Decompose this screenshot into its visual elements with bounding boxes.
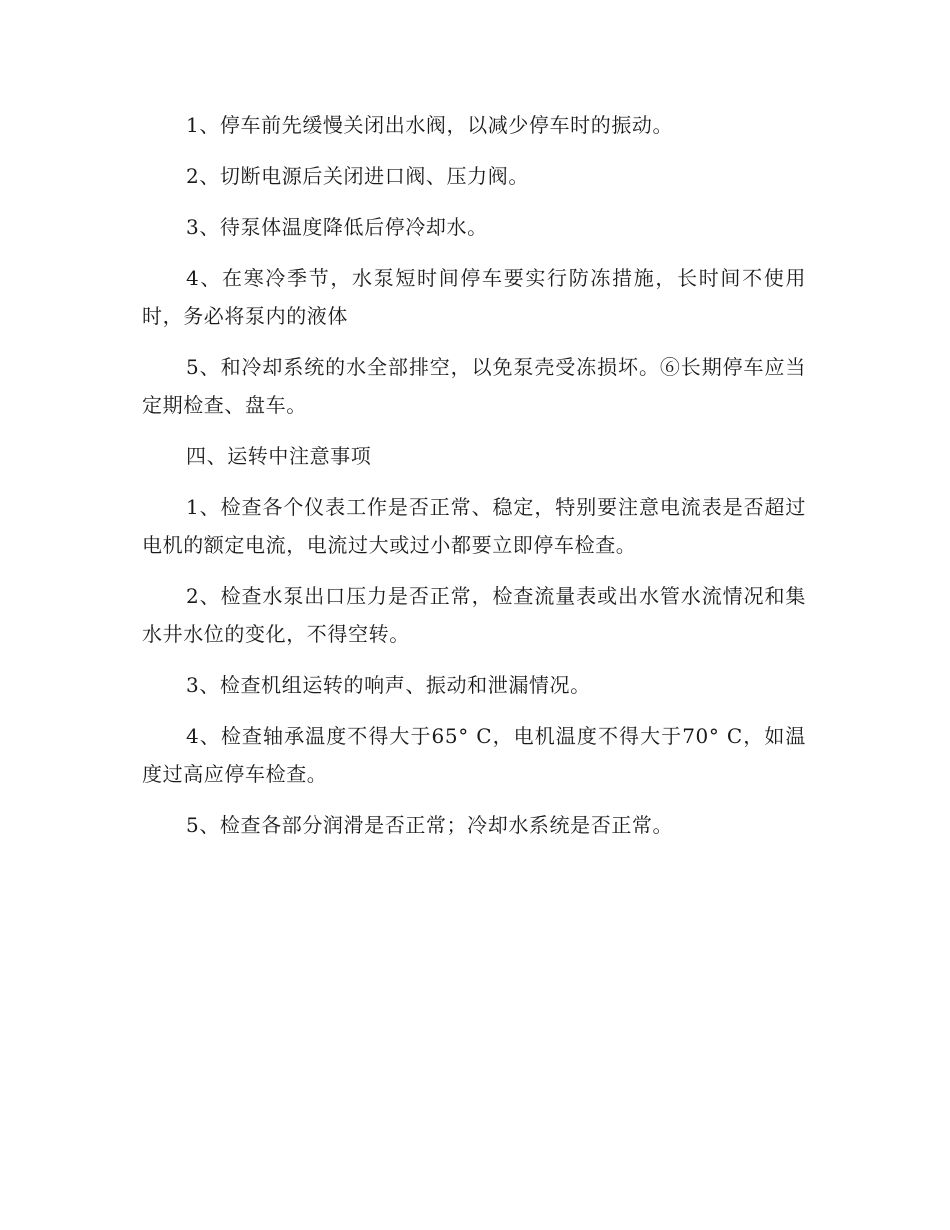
paragraph-operation-step-3: 3、检查机组运转的响声、振动和泄漏情况。 xyxy=(186,673,591,697)
paragraph-operation-step-1: 1、检查各个仪表工作是否正常、稳定，特别要注意电流表是否超过电机的额定电流，电流过大或过小都要立即停车检查。 xyxy=(142,495,806,557)
paragraph-operation-step-4: 4、检查轴承温度不得大于65° C，电机温度不得大于70° C，如温度过高应停车检查。 xyxy=(142,724,806,786)
section-heading-operation-notes: 四、运转中注意事项 xyxy=(186,444,372,468)
paragraph-operation-step-2: 2、检查水泵出口压力是否正常，检查流量表或出水管水流情况和集水井水位的变化，不得空转。 xyxy=(142,584,806,646)
paragraph-shutdown-step-5: 5、和冷却系统的水全部排空，以免泵壳受冻损坏。⑥长期停车应当定期检查、盘车。 xyxy=(142,355,806,417)
paragraph-shutdown-step-1: 1、停车前先缓慢关闭出水阀，以减少停车时的振动。 xyxy=(186,113,674,137)
document-body xyxy=(142,106,806,857)
paragraph-shutdown-step-2: 2、切断电源后关闭进口阀、压力阀。 xyxy=(186,164,529,188)
paragraph-shutdown-step-4: 4、在寒冷季节，水泵短时间停车要实行防冻措施，长时间不使用时，务必将泵内的液体 xyxy=(142,266,806,328)
paragraph-operation-step-5: 5、检查各部分润滑是否正常；冷却水系统是否正常。 xyxy=(186,813,674,837)
paragraph-shutdown-step-3: 3、待泵体温度降低后停冷却水。 xyxy=(186,215,488,239)
